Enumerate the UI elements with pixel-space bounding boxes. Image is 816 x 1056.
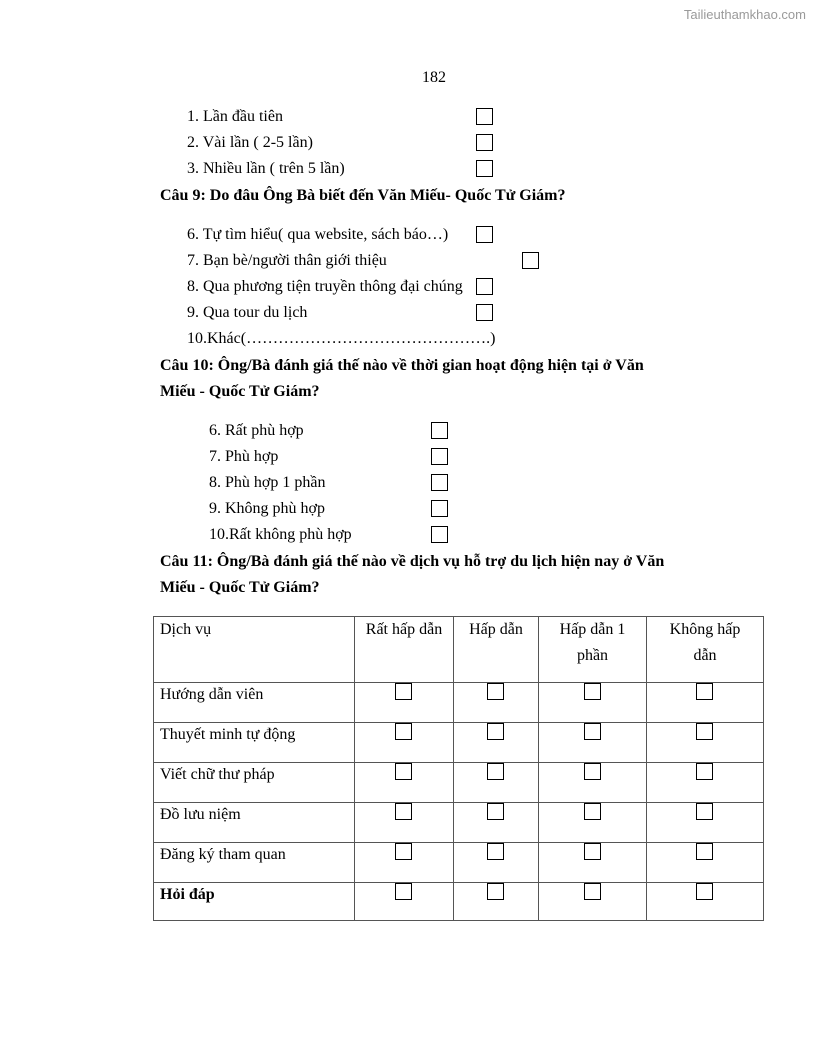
q10-option-9: 9. Không phù hợp: [209, 500, 326, 517]
table-row: [154, 763, 764, 803]
q10-title-line1: Câu 10: Ông/Bà đánh giá thế nào về thời gian hoạt động hiện tại ở Văn: [160, 357, 644, 374]
visit-option-2-checkbox[interactable]: [476, 134, 493, 151]
header-attractive: Hấp dẫn: [454, 617, 539, 683]
service-name: Thuyết minh tự động: [154, 723, 355, 763]
visit-option-1: 1. Lần đầu tiên: [187, 108, 283, 125]
table-row: [154, 843, 764, 883]
rating-checkbox[interactable]: [487, 803, 504, 820]
rating-checkbox[interactable]: [395, 683, 412, 700]
rating-checkbox[interactable]: [487, 763, 504, 780]
service-name: Đăng ký tham quan: [154, 843, 355, 883]
header-not-attractive: Không hấp dẫn: [647, 617, 764, 683]
rating-checkbox[interactable]: [696, 683, 713, 700]
q11-title-line1: Câu 11: Ông/Bà đánh giá thế nào về dịch vụ hỗ trợ du lịch hiện nay ở Văn: [160, 553, 665, 570]
rating-checkbox[interactable]: [584, 763, 601, 780]
q10-option-10: 10.Rất không phù hợp: [209, 526, 352, 543]
rating-checkbox[interactable]: [395, 723, 412, 740]
rating-checkbox[interactable]: [584, 883, 601, 900]
q10-option-7: 7. Phù hợp: [209, 448, 279, 465]
q9-option-6: 6. Tự tìm hiểu( qua website, sách báo…): [187, 226, 449, 243]
header-service: Dịch vụ: [154, 617, 355, 683]
visit-option-3-checkbox[interactable]: [476, 160, 493, 177]
service-name: Hỏi đáp: [154, 883, 355, 921]
visit-option-3: 3. Nhiều lần ( trên 5 lần): [187, 160, 345, 177]
q10-option-8-checkbox[interactable]: [431, 474, 448, 491]
rating-checkbox[interactable]: [584, 803, 601, 820]
rating-checkbox[interactable]: [487, 683, 504, 700]
header-very-attractive: Rất hấp dẫn: [355, 617, 454, 683]
page-number: 182: [422, 69, 446, 86]
service-name: Đồ lưu niệm: [154, 803, 355, 843]
rating-checkbox[interactable]: [584, 843, 601, 860]
q10-title-line2: Miếu - Quốc Tử Giám?: [160, 383, 320, 400]
rating-checkbox[interactable]: [395, 843, 412, 860]
rating-checkbox[interactable]: [395, 803, 412, 820]
q11-title-line2: Miếu - Quốc Tử Giám?: [160, 579, 320, 596]
q9-option-7-checkbox[interactable]: [522, 252, 539, 269]
table-row: [154, 723, 764, 763]
q9-option-6-checkbox[interactable]: [476, 226, 493, 243]
service-rating-table: [153, 616, 764, 921]
table-row: [154, 683, 764, 723]
rating-checkbox[interactable]: [696, 843, 713, 860]
q10-option-6-checkbox[interactable]: [431, 422, 448, 439]
rating-checkbox[interactable]: [487, 883, 504, 900]
service-name: Hướng dẫn viên: [154, 683, 355, 723]
q9-option-9: 9. Qua tour du lịch: [187, 304, 308, 321]
table-row: [154, 803, 764, 843]
q9-option-10: 10.Khác(……………………………………….): [187, 330, 496, 347]
header-partly-attractive: Hấp dẫn 1 phần: [539, 617, 647, 683]
watermark: Tailieuthamkhao.com: [683, 7, 806, 22]
rating-checkbox[interactable]: [584, 723, 601, 740]
service-name: Viết chữ thư pháp: [154, 763, 355, 803]
q9-option-7: 7. Bạn bè/người thân giới thiệu: [187, 252, 387, 269]
q9-option-8: 8. Qua phương tiện truyền thông đại chúng: [187, 278, 463, 295]
visit-option-1-checkbox[interactable]: [476, 108, 493, 125]
rating-checkbox[interactable]: [696, 763, 713, 780]
table-row: [154, 883, 764, 921]
rating-checkbox[interactable]: [395, 883, 412, 900]
rating-checkbox[interactable]: [395, 763, 412, 780]
rating-checkbox[interactable]: [696, 723, 713, 740]
rating-checkbox[interactable]: [487, 843, 504, 860]
q10-option-6: 6. Rất phù hợp: [209, 422, 304, 439]
table-header-row: [154, 617, 764, 683]
q10-option-8: 8. Phù hợp 1 phần: [209, 474, 326, 491]
q9-option-9-checkbox[interactable]: [476, 304, 493, 321]
q10-option-9-checkbox[interactable]: [431, 500, 448, 517]
q9-option-8-checkbox[interactable]: [476, 278, 493, 295]
rating-checkbox[interactable]: [487, 723, 504, 740]
q9-title: Câu 9: Do đâu Ông Bà biết đến Văn Miếu- Quốc Tử Giám?: [160, 187, 566, 204]
rating-checkbox[interactable]: [696, 803, 713, 820]
rating-checkbox[interactable]: [584, 683, 601, 700]
rating-checkbox[interactable]: [696, 883, 713, 900]
visit-option-2: 2. Vài lần ( 2-5 lần): [187, 134, 313, 151]
q10-option-7-checkbox[interactable]: [431, 448, 448, 465]
q10-option-10-checkbox[interactable]: [431, 526, 448, 543]
